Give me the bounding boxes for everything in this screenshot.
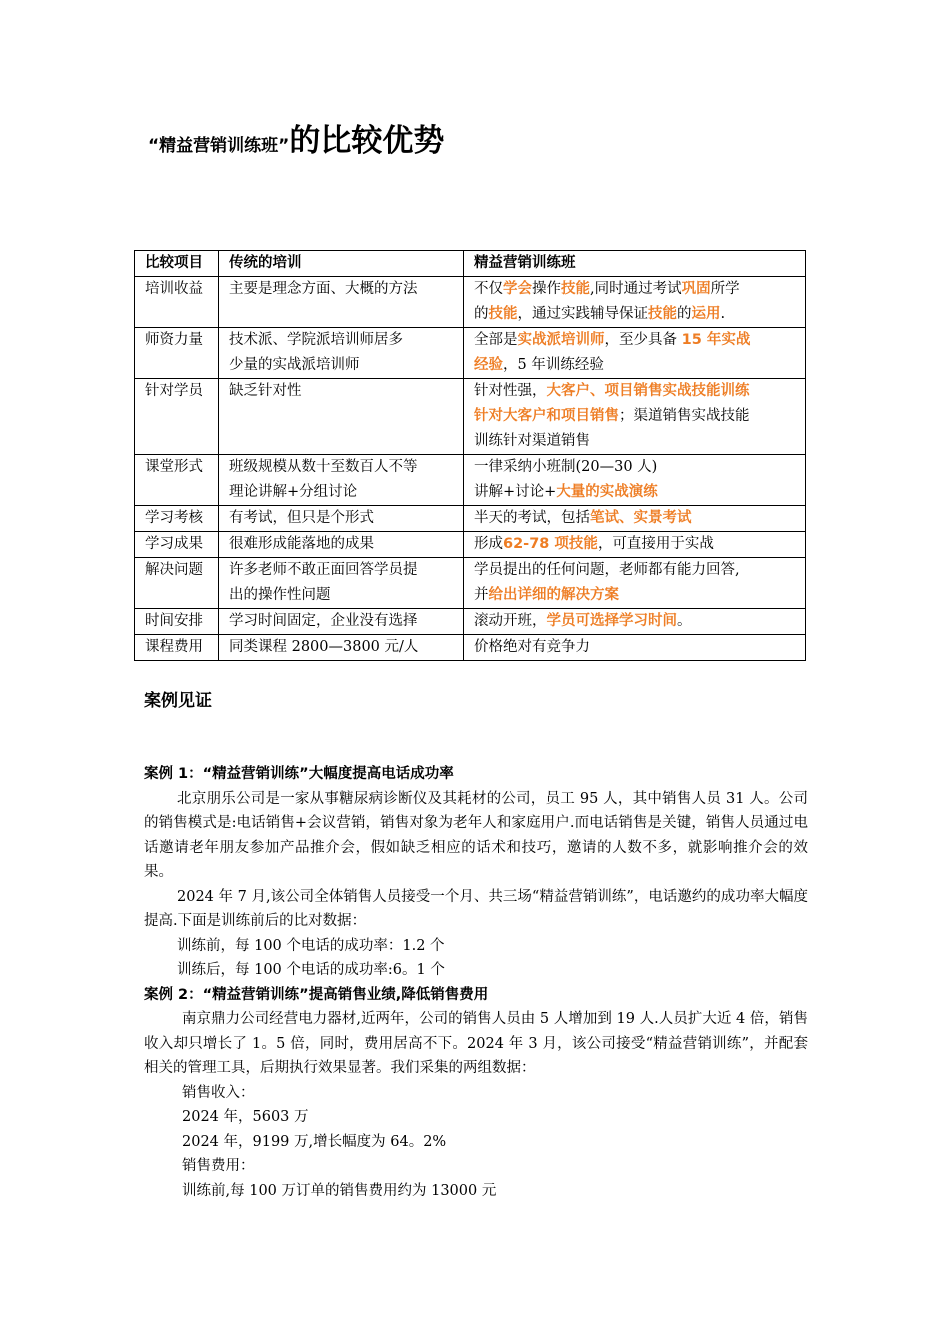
table-row bbox=[135, 558, 806, 609]
table-row bbox=[135, 328, 806, 379]
highlight-text: 大量的实战演练 bbox=[556, 484, 658, 500]
case1-heading: 案例 1：“精益营销训练”大幅度提高电话成功率 bbox=[144, 766, 454, 782]
cell-line bbox=[474, 635, 799, 660]
case2-cost-label: 销售费用： bbox=[182, 1158, 255, 1174]
cell-item: 课堂形式 bbox=[135, 455, 219, 506]
case2-cost-before: 训练前,每 100 万订单的销售费用约为 13000 元 bbox=[182, 1182, 497, 1199]
table-header-row bbox=[135, 251, 806, 277]
cell-text: ，可直接用于实战 bbox=[597, 536, 714, 552]
case2-paragraph-1: 南京鼎力公司经营电力器材,近两年，公司的销售人员由 5 人增加到 19 人.人员扩大近 4 倍，销售收入却只增长了 1。5 倍，同时，费用居高不下。2024 年 3 月，该公司接受“精益营销训练”，并配套相关的管理工具，后期执行效果显著。我们采集的两组数据： bbox=[144, 1011, 808, 1076]
cell-line bbox=[474, 583, 799, 608]
cell-line bbox=[474, 480, 799, 505]
cell-text: 学员提出的任何问题，老师都有能力回答, bbox=[474, 562, 740, 578]
highlight-text: 巩固 bbox=[681, 281, 711, 297]
title-suffix: 的比较优势 bbox=[289, 123, 445, 159]
highlight-text: 运用 bbox=[691, 306, 721, 322]
cell-line bbox=[474, 455, 799, 480]
title-quoted-name: “精益营销训练班” bbox=[148, 136, 290, 156]
cell-text: 针对性强， bbox=[474, 383, 547, 399]
cell-item: 课程费用 bbox=[135, 635, 219, 661]
cell-line: 少量的实战派培训师 bbox=[229, 357, 360, 373]
cell-line bbox=[474, 404, 799, 429]
cell-text: 的 bbox=[677, 306, 692, 322]
cell-line: 有考试，但只是个形式 bbox=[229, 510, 374, 526]
cell-line bbox=[474, 429, 799, 454]
case1-paragraph-2: 2024 年 7 月,该公司全体销售人员接受一个月、共三场“精益营销训练”，电话邀约的成功率大幅度提高.下面是训练前后的比对数据： bbox=[144, 888, 808, 929]
highlight-text: 给出详细的解决方案 bbox=[488, 587, 619, 603]
cell-text: ,同时通过考试 bbox=[590, 281, 682, 297]
header-lean: 精益营销训练班 bbox=[464, 251, 806, 277]
cell-traditional bbox=[219, 609, 464, 635]
cell-item: 解决问题 bbox=[135, 558, 219, 609]
cell-text: 并 bbox=[474, 587, 489, 603]
cell-text: 。 bbox=[677, 613, 692, 629]
cell-line bbox=[474, 328, 799, 353]
highlight-text: 技能 bbox=[488, 306, 518, 322]
cell-traditional bbox=[219, 506, 464, 532]
cell-item: 培训收益 bbox=[135, 277, 219, 328]
cell-text: 的 bbox=[474, 306, 489, 322]
cell-text: 半天的考试，包括 bbox=[474, 510, 590, 526]
cell-text: ，通过实践辅导保证 bbox=[517, 306, 648, 322]
cell-text: 训练针对渠道销售 bbox=[474, 433, 590, 449]
cases-section bbox=[144, 762, 808, 1203]
cell-line bbox=[474, 379, 799, 404]
table-row bbox=[135, 455, 806, 506]
cell-lean bbox=[464, 609, 806, 635]
highlight-text: 62-78 项技能 bbox=[503, 536, 598, 552]
case1-after: 训练后，每 100 个电话的成功率:6。1 个 bbox=[177, 962, 445, 978]
cell-lean bbox=[464, 558, 806, 609]
table-row bbox=[135, 609, 806, 635]
cell-text: 一律采纳小班制(20—30 人) bbox=[474, 459, 658, 475]
cell-text: ，5 年训练经验 bbox=[503, 357, 604, 373]
highlight-text: 笔试、实景考试 bbox=[590, 510, 692, 526]
highlight-text: 学会 bbox=[503, 281, 532, 297]
cell-item: 针对学员 bbox=[135, 379, 219, 455]
cell-line: 技术派、学院派培训师居多 bbox=[229, 332, 403, 348]
cell-traditional bbox=[219, 277, 464, 328]
cell-lean bbox=[464, 455, 806, 506]
highlight-text: 15 年实战 bbox=[681, 332, 751, 348]
case2-revenue-1: 2024 年，5603 万 bbox=[182, 1109, 309, 1125]
cell-line: 主要是理念方面、大概的方法 bbox=[229, 281, 418, 297]
highlight-text: 经验 bbox=[474, 357, 503, 373]
case2-revenue-2: 2024 年，9199 万,增长幅度为 64。2% bbox=[182, 1133, 447, 1150]
case2-revenue-label: 销售收入： bbox=[182, 1084, 255, 1101]
cell-traditional bbox=[219, 532, 464, 558]
cell-line: 学习时间固定，企业没有选择 bbox=[229, 613, 418, 629]
cases-heading: 案例见证 bbox=[144, 691, 212, 711]
cell-line bbox=[474, 353, 799, 378]
case1-paragraph-1: 北京朋乐公司是一家从事糖尿病诊断仪及其耗材的公司，员工 95 人，其中销售人员 31 人。公司的销售模式是:电话销售+会议营销，销售对象为老年人和家庭用户.而电话销售是关键，销售人员通过电话邀请老年朋友参加产品推介会，假如缺乏相应的话术和技巧，邀请的人数不多，就影响推介会的效果。 bbox=[144, 790, 808, 880]
cell-line bbox=[474, 277, 799, 302]
cell-text: . bbox=[720, 306, 726, 322]
cell-line: 许多老师不敢正面回答学员提 bbox=[229, 562, 418, 578]
cell-traditional bbox=[219, 379, 464, 455]
cell-text: 操作 bbox=[532, 281, 561, 297]
comparison-table bbox=[134, 250, 806, 661]
table-row bbox=[135, 506, 806, 532]
cell-lean bbox=[464, 532, 806, 558]
cell-item: 学习考核 bbox=[135, 506, 219, 532]
cell-line: 理论讲解+分组讨论 bbox=[229, 484, 358, 500]
cell-lean bbox=[464, 635, 806, 661]
cell-item: 师资力量 bbox=[135, 328, 219, 379]
cell-line: 同类课程 2800—3800 元/人 bbox=[229, 639, 419, 655]
cell-text: ，至少具备 bbox=[604, 332, 682, 348]
highlight-text: 技能 bbox=[648, 306, 677, 322]
table-row bbox=[135, 635, 806, 661]
case2-heading: 案例 2：“精益营销训练”提高销售业绩,降低销售费用 bbox=[144, 986, 489, 1003]
table-row bbox=[135, 277, 806, 328]
case1-before: 训练前，每 100 个电话的成功率：1.2 个 bbox=[177, 937, 445, 954]
cell-text: ；渠道销售实战技能 bbox=[619, 408, 750, 424]
cell-text: 所学 bbox=[710, 281, 740, 297]
header-item: 比较项目 bbox=[135, 251, 219, 277]
table-row bbox=[135, 532, 806, 558]
cell-item: 学习成果 bbox=[135, 532, 219, 558]
cell-traditional bbox=[219, 328, 464, 379]
cell-line bbox=[474, 558, 799, 583]
highlight-text: 技能 bbox=[561, 281, 590, 297]
cell-line bbox=[474, 532, 799, 557]
cell-lean bbox=[464, 506, 806, 532]
cell-lean bbox=[464, 277, 806, 328]
table-row bbox=[135, 379, 806, 455]
highlight-text: 实战派培训师 bbox=[517, 332, 605, 348]
cell-line bbox=[474, 609, 799, 634]
cell-traditional bbox=[219, 455, 464, 506]
cell-lean bbox=[464, 328, 806, 379]
cell-traditional bbox=[219, 635, 464, 661]
header-traditional: 传统的培训 bbox=[219, 251, 464, 277]
highlight-text: 大客户、项目销售实战技能训练 bbox=[546, 383, 750, 399]
cell-text: 价格绝对有竞争力 bbox=[474, 639, 590, 655]
cell-text: 形成 bbox=[474, 536, 503, 552]
page-title bbox=[148, 123, 445, 159]
highlight-text: 针对大客户和项目销售 bbox=[474, 408, 619, 424]
cell-traditional bbox=[219, 558, 464, 609]
cell-lean bbox=[464, 379, 806, 455]
cell-text: 滚动开班， bbox=[474, 613, 547, 629]
cell-item: 时间安排 bbox=[135, 609, 219, 635]
cell-line: 出的操作性问题 bbox=[229, 587, 331, 603]
cell-line: 缺乏针对性 bbox=[229, 383, 302, 399]
cell-line: 班级规模从数十至数百人不等 bbox=[229, 459, 418, 475]
cell-text: 全部是 bbox=[474, 332, 518, 348]
cell-text: 不仅 bbox=[474, 281, 503, 297]
cell-line: 很难形成能落地的成果 bbox=[229, 536, 374, 552]
cell-text: 讲解+讨论+ bbox=[474, 484, 557, 500]
cell-line bbox=[474, 506, 799, 531]
cell-line bbox=[474, 302, 799, 327]
highlight-text: 学员可选择学习时间 bbox=[546, 613, 677, 629]
